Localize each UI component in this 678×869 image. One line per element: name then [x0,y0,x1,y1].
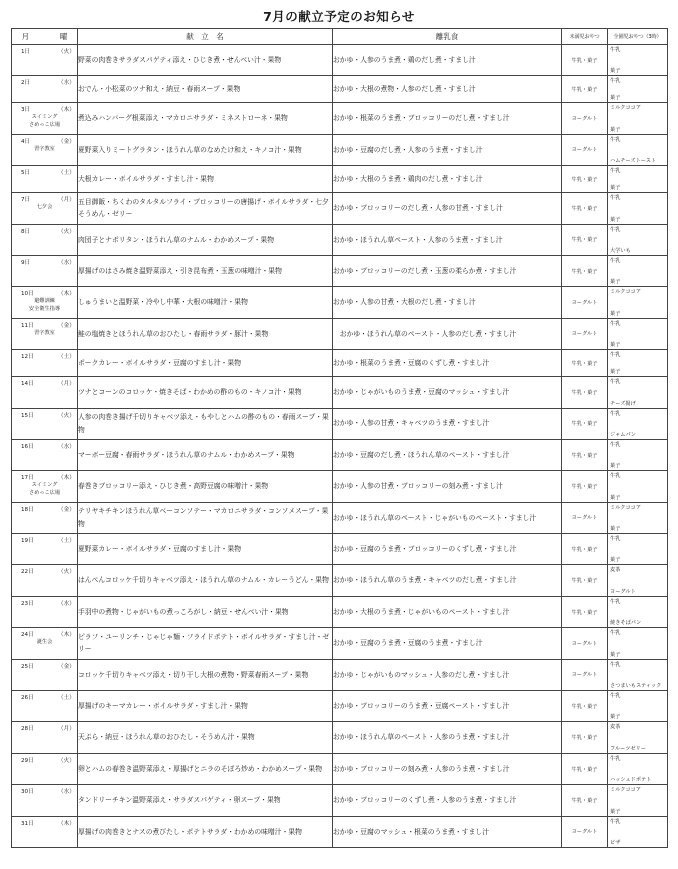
snack-under3-cell: ヨーグルト [562,103,608,134]
menu-cell: テリヤキチキンほうれん草ベーコンソテー・マカロニサラダ・コンソメスープ・果物 [78,502,333,533]
snack-drink: 牛乳 [610,168,621,175]
date-cell [12,565,78,596]
weaning-header: 離乳食 [333,29,562,45]
weaning-cell: おかゆ・豆腐のだし煮・ほうれん草のペースト・すまし汁 [333,439,562,470]
snack-drink: 牛乳 [610,226,621,233]
snack-drink: 牛乳 [610,257,621,264]
weekday-label: （月） [58,726,75,733]
date-cell [12,471,78,502]
snack-food: フルーツゼリー [610,745,646,752]
menu-cell: ポークカレー・ボイルサラダ・豆腐のすまし汁・果物 [78,350,333,377]
snack-all-cell [608,166,668,193]
table-row [12,287,668,318]
date-cell [12,318,78,349]
snack-under3-cell: 牛乳・菓子 [562,377,608,408]
event-label: スイミング [31,482,58,489]
menu-cell: マーボー豆腐・春雨サラダ・ほうれん草のナムル・わかめスープ・果物 [78,439,333,470]
snack-food: さつまいもスティック [610,683,662,690]
date-cell [12,287,78,318]
snack-drink: 牛乳 [610,755,621,762]
page-title: 7月の献立予定のお知らせ [263,9,415,24]
snack-under3-cell: ヨーグルト [562,502,608,533]
weaning-cell: おかゆ・豆腐のうま煮・ブロッコリーのくずし煮・すまし汁 [333,534,562,565]
weaning-cell: おかゆ・根菜のうま煮・豆腐のくずし煮・すまし汁 [333,350,562,377]
snack-food: 菓子 [610,126,621,133]
snack-under3-cell: ヨーグルト [562,659,608,690]
weekday-header: 曜 [59,32,68,41]
snack-under3-cell: 牛乳・菓子 [562,691,608,722]
menu-cell: 大根カレー・ボイルサラダ・すまし汁・果物 [78,166,333,193]
snack-food: ピザ [610,839,621,846]
snack-all-header: 全園児おやつ（3時） [608,29,668,45]
snack-under3-cell: 牛乳・菓子 [562,471,608,502]
weaning-cell: おかゆ・豆腐のうま煮・豆腐のうま煮・すまし汁 [333,628,562,659]
snack-drink: 牛乳 [610,473,621,480]
snack-all-cell [608,134,668,165]
snack-all-cell [608,377,668,408]
weekday-label: （火） [58,49,75,55]
date-cell [12,134,78,165]
event-label: 習字教室 [34,145,55,152]
date-cell [12,816,78,847]
event-label-2: 安全衛生指導 [28,306,61,313]
weekday-label: （土） [58,538,75,545]
weaning-cell: おかゆ・ほうれん草のペースト・人参のだし煮・すまし汁 [333,318,562,349]
day-label: 3日 [21,107,31,114]
menu-cell: 春巻きブロッコリー添え・ひじき煮・高野豆腐の味噌汁・果物 [78,471,333,502]
menu-cell: 鮭の塩焼きとほうれん草のおひたし・春雨サラダ・豚汁・果物 [78,318,333,349]
snack-drink: ミルクココア [610,105,641,112]
snack-food: ハムチーズトースト [610,158,657,165]
menu-cell: 厚揚げのはさみ焼き温野菜添え・引き昆布煮・玉葱の味噌汁・果物 [78,255,333,286]
snack-food: 菓子 [610,494,621,501]
snack-all-cell [608,502,668,533]
snack-under3-cell: ヨーグルト [562,628,608,659]
snack-all-cell [608,439,668,470]
weekday-label: （木） [58,107,75,114]
day-label: 4日 [21,138,31,145]
menu-cell: 卵とハムの春巻き温野菜添え・厚揚げとニラのそぼろ炒め・わかめスープ・果物 [78,753,333,784]
snack-under3-cell: 牛乳・菓子 [562,785,608,816]
weaning-cell: おかゆ・ブロッコリーのだし煮・玉葱の柔らか煮・すまし汁 [333,255,562,286]
date-cell [12,103,78,134]
table-row [12,408,668,439]
snack-under3-cell: 牛乳・菓子 [562,534,608,565]
menu-cell: 肉団子とナポリタン・ほうれん草のナムル・わかめスープ・果物 [78,224,333,255]
snack-drink: 牛乳 [610,195,621,202]
snack-under3-cell: 牛乳・菓子 [562,350,608,377]
date-cell [12,722,78,753]
snack-food: 菓子 [610,68,621,75]
snack-all-cell [608,471,668,502]
date-cell [12,659,78,690]
snack-food: 菓子 [610,651,621,658]
day-label: 12日 [21,354,34,361]
menu-header: 献 立 名 [78,29,333,45]
day-label: 24日 [21,632,34,639]
snack-all-cell [608,45,668,76]
weekday-label: （土） [58,170,75,177]
menu-table [11,28,668,848]
menu-cell: 五目御飯・ちくわのタルタルフライ・ブロッコリーの唐揚げ・ボイルサラダ・七夕そうめん・ゼリー [78,193,333,224]
snack-all-cell [608,753,668,784]
weaning-cell: おかゆ・ほうれん草のうま煮・キャベツのだし煮・すまし汁 [333,565,562,596]
weaning-cell: おかゆ・根菜のうま煮・ブロッコリーのだし煮・すまし汁 [333,103,562,134]
snack-all-cell [608,691,668,722]
table-row [12,785,668,816]
event-label: 誕生会 [36,639,53,646]
day-label: 9日 [21,259,31,266]
snack-under3-cell: 牛乳・菓子 [562,76,608,103]
snack-drink: 牛乳 [610,78,621,85]
weekday-label: （木） [58,632,75,639]
snack-drink: 牛乳 [610,441,621,448]
weekday-label: （月） [58,197,75,204]
snack-drink: ミルクココア [610,289,641,296]
table-row [12,255,668,286]
table-row [12,659,668,690]
snack-under3-cell: 牛乳・菓子 [562,753,608,784]
weaning-cell: おかゆ・ブロッコリーのくずし煮・人参のうま煮・すまし汁 [333,785,562,816]
snack-food: 菓子 [610,342,621,349]
table-row [12,224,668,255]
snack-under3-cell: ヨーグルト [562,816,608,847]
date-cell [12,785,78,816]
snack-under3-cell: 牛乳・菓子 [562,565,608,596]
snack-food: 菓子 [610,185,621,192]
day-label: 2日 [21,80,31,87]
day-label: 8日 [21,228,31,235]
day-label: 11日 [21,322,34,329]
snack-food: ヨーグルト [610,588,636,595]
snack-food: 菓子 [610,310,621,317]
date-cell [12,255,78,286]
date-cell [12,166,78,193]
weekday-label: （水） [58,259,75,266]
menu-cell: 夏野菜入りミートグラタン・ほうれん草のなめたけ和え・キノコ汁・果物 [78,134,333,165]
menu-cell: タンドリーチキン温野菜添え・サラダスパゲティ・卵スープ・果物 [78,785,333,816]
table-row [12,134,668,165]
snack-drink: 牛乳 [610,818,621,825]
snack-all-cell [608,255,668,286]
weaning-cell: おかゆ・ブロッコリーの刻み煮・人参のうま煮・すまし汁 [333,753,562,784]
date-cell [12,76,78,103]
snack-all-cell [608,816,668,847]
day-label: 14日 [21,381,34,388]
weaning-cell: おかゆ・ほうれん草のペースト・じゃがいものペースト・すまし汁 [333,502,562,533]
table-row [12,816,668,847]
menu-cell: コロッケ千切りキャベツ添え・切り干し大根の煮物・野菜春雨スープ・果物 [78,659,333,690]
snack-all-cell [608,659,668,690]
event-label: 習字教室 [34,329,55,336]
table-row [12,439,668,470]
table-row [12,166,668,193]
menu-cell: しゅうまいと温野菜・冷やし中華・大根の味噌汁・果物 [78,287,333,318]
table-row [12,691,668,722]
day-label: 1日 [21,49,31,55]
day-label: 25日 [21,663,34,670]
date-cell [12,691,78,722]
snack-drink: ミルクココア [610,787,641,794]
weekday-label: （土） [58,695,75,702]
weaning-cell: おかゆ・人参の甘煮・ブロッコリーの刻み煮・すまし汁 [333,471,562,502]
weekday-label: （木） [58,475,75,482]
snack-all-cell [608,722,668,753]
day-label: 15日 [21,412,34,419]
date-cell [12,628,78,659]
snack-all-cell [608,350,668,377]
weekday-label: （火） [58,569,75,576]
snack-food: 菓子 [610,216,621,223]
menu-cell: 厚揚げの肉巻きとナスの煮びたし・ポテトサラダ・わかめの味噌汁・果物 [78,816,333,847]
snack-all-cell [608,628,668,659]
date-cell [12,45,78,76]
snack-under3-cell: 牛乳・菓子 [562,193,608,224]
weaning-cell: おかゆ・人参の甘煮・キャベツのうま煮・すまし汁 [333,408,562,439]
snack-all-cell [608,76,668,103]
day-label: 17日 [21,475,34,482]
weaning-cell: おかゆ・ほうれん草ペースト・人参のうま煮・すまし汁 [333,224,562,255]
day-label: 26日 [21,695,34,702]
snack-under3-cell: 牛乳・菓子 [562,439,608,470]
menu-cell: 厚揚げのキーマカレー・ボイルサラダ・すまし汁・果物 [78,691,333,722]
snack-all-cell [608,287,668,318]
snack-all-cell [608,534,668,565]
date-cell [12,534,78,565]
snack-food: 菓子 [610,526,621,533]
snack-food: 菓子 [610,95,621,102]
table-row [12,722,668,753]
menu-cell: 手羽中の煮物・じゃがいもの煮っころがし・納豆・せんべい汁・果物 [78,596,333,627]
month-header: 月 [21,32,30,41]
snack-drink: 牛乳 [610,693,621,700]
snack-food: 菓子 [610,279,621,286]
table-row [12,45,668,76]
snack-all-cell [608,565,668,596]
menu-cell: 人参の肉巻き揚げ千切りキャベツ添え・もやしとハムの酢のもの・春雨スープ・果物 [78,408,333,439]
snack-food: 大学いも [610,247,631,254]
table-row [12,534,668,565]
day-label: 16日 [21,443,34,450]
snack-all-cell [608,224,668,255]
snack-all-cell [608,785,668,816]
weekday-label: （火） [58,757,75,764]
weaning-cell: おかゆ・豆腐のだし煮・人参のうま煮・すまし汁 [333,134,562,165]
menu-cell: 煮込みハンバーグ根菜添え・マカロニサラダ・ミネストローネ・果物 [78,103,333,134]
weekday-label: （金） [58,506,75,513]
snack-food: 菓子 [610,369,621,376]
table-row [12,318,668,349]
date-cell [12,350,78,377]
weekday-label: （金） [58,663,75,670]
weaning-cell: おかゆ・じゃがいものマッシュ・人参のだし煮・すまし汁 [333,659,562,690]
snack-under3-cell: 牛乳・菓子 [562,166,608,193]
snack-under3-cell: 牛乳・菓子 [562,45,608,76]
snack-all-cell [608,193,668,224]
snack-drink: 牛乳 [610,598,621,605]
menu-cell: 夏野菜カレー・ボイルサラダ・豆腐のすまし汁・果物 [78,534,333,565]
weekday-label: （水） [58,600,75,607]
date-cell [12,596,78,627]
table-row [12,76,668,103]
table-row [12,596,668,627]
snack-drink: 牛乳 [610,410,621,417]
snack-food: ハッシュドポテト [610,777,652,784]
menu-cell: ツナとコーンのコロッケ・焼きそば・わかめの酢のもの・キノコ汁・果物 [78,377,333,408]
table-row [12,103,668,134]
menu-rows [12,45,668,848]
day-label: 10日 [21,291,34,298]
table-row [12,350,668,377]
table-row [12,193,668,224]
snack-drink: 麦茶 [610,567,621,574]
table-row [12,377,668,408]
weaning-cell: おかゆ・大根のうま煮・鶏肉のだし煮・すまし汁 [333,166,562,193]
weekday-label: （火） [58,412,75,419]
snack-drink: 牛乳 [610,320,621,327]
snack-food: 焼きそばパン [610,620,642,627]
date-cell [12,439,78,470]
date-cell [12,224,78,255]
day-label: 23日 [21,600,34,607]
weekday-label: （水） [58,789,75,796]
snack-drink: 牛乳 [610,379,621,386]
snack-all-cell [608,103,668,134]
date-cell [12,502,78,533]
day-label: 18日 [21,506,34,513]
snack-under3-cell: 牛乳・菓子 [562,722,608,753]
event-label-2: さめっこ広場 [28,122,61,129]
snack-all-cell [608,408,668,439]
weaning-cell: おかゆ・人参のうま煮・鶏のだし煮・すまし汁 [333,45,562,76]
snack-drink: 牛乳 [610,47,621,53]
snack-under3-cell: 牛乳・菓子 [562,408,608,439]
weekday-label: （月） [58,381,75,388]
date-header [12,29,78,45]
day-label: 29日 [21,757,34,764]
weekday-label: （木） [58,291,75,298]
table-row [12,502,668,533]
snack-drink: 牛乳 [610,136,621,143]
day-label: 28日 [21,726,34,733]
snack-food: 菓子 [610,463,621,470]
menu-cell: 天ぷら・納豆・ほうれん草のおひたし・そうめん汁・果物 [78,722,333,753]
snack-food: 菓子 [610,714,621,721]
snack-under3-cell: 牛乳・菓子 [562,255,608,286]
menu-cell: はんぺんコロッケ千切りキャベツ添え・ほうれん草のナムル・カレーうどん・果物 [78,565,333,596]
snack-food: チーズ揚げ [610,400,636,407]
snack-food: ジャムパン [610,431,636,438]
snack-under3-cell: 牛乳・菓子 [562,596,608,627]
snack-under3-cell: ヨーグルト [562,287,608,318]
menu-cell: ピラフ・ユーリンチ・じゃじゃ麺・フライドポテト・ボイルサラダ・すまし汁・ゼリー [78,628,333,659]
weekday-label: （金） [58,322,75,329]
date-cell [12,753,78,784]
table-row [12,628,668,659]
weaning-cell: おかゆ・じゃがいものうま煮・豆腐のマッシュ・すまし汁 [333,377,562,408]
event-label: 七夕会 [36,204,53,211]
date-cell [12,408,78,439]
day-label: 22日 [21,569,34,576]
snack-drink: ミルクココア [610,504,641,511]
table-row [12,753,668,784]
date-cell [12,377,78,408]
snack-drink: 牛乳 [610,661,621,668]
snack-under3-cell: ヨーグルト [562,134,608,165]
weekday-label: （水） [58,80,75,87]
day-label: 7日 [21,197,31,204]
day-label: 30日 [21,789,34,796]
weekday-label: （木） [58,820,75,827]
event-label: 避難訓練 [34,298,55,305]
snack-food: 菓子 [610,557,621,564]
weaning-cell: おかゆ・大根のうま煮・じゃがいものペースト・すまし汁 [333,596,562,627]
snack-food: 菓子 [610,808,621,815]
weaning-cell: おかゆ・ほうれん草のペースト・人参のうま煮・すまし汁 [333,722,562,753]
table-row [12,471,668,502]
weaning-cell: おかゆ・ブロッコリーのうま煮・豆腐ペースト・すまし汁 [333,691,562,722]
snack-drink: 牛乳 [610,536,621,543]
weaning-cell: おかゆ・人参の甘煮・大根のだし煮・すまし汁 [333,287,562,318]
snack-all-cell [608,318,668,349]
date-cell [12,193,78,224]
weaning-cell: おかゆ・ブロッコリーのだし煮・人参の甘煮・すまし汁 [333,193,562,224]
weekday-label: （金） [58,138,75,145]
day-label: 31日 [21,820,34,827]
snack-drink: 麦茶 [610,724,621,731]
weekday-label: （火） [58,228,75,235]
weekday-label: （土） [58,354,75,361]
snack-under3-header: 未満児おやつ [562,29,608,45]
day-label: 5日 [21,170,31,177]
menu-cell: おでん・小松菜のツナ和え・納豆・春雨スープ・果物 [78,76,333,103]
snack-drink: 牛乳 [610,352,621,359]
weekday-label: （水） [58,443,75,450]
snack-all-cell [608,596,668,627]
menu-cell: 野菜の肉巻きサラダスパゲティ添え・ひじき煮・せんべい汁・果物 [78,45,333,76]
day-label: 19日 [21,538,34,545]
event-label-2: さめっこ広場 [28,490,61,497]
snack-under3-cell: 牛乳・菓子 [562,224,608,255]
weaning-cell: おかゆ・大根の煮物・人参のだし煮・すまし汁 [333,76,562,103]
header-row [12,29,668,45]
event-label: スイミング [31,114,58,121]
snack-under3-cell: ヨーグルト [562,318,608,349]
table-row [12,565,668,596]
snack-drink: 牛乳 [610,630,621,637]
weaning-cell: おかゆ・豆腐のマッシュ・根菜のうま煮・すまし汁 [333,816,562,847]
